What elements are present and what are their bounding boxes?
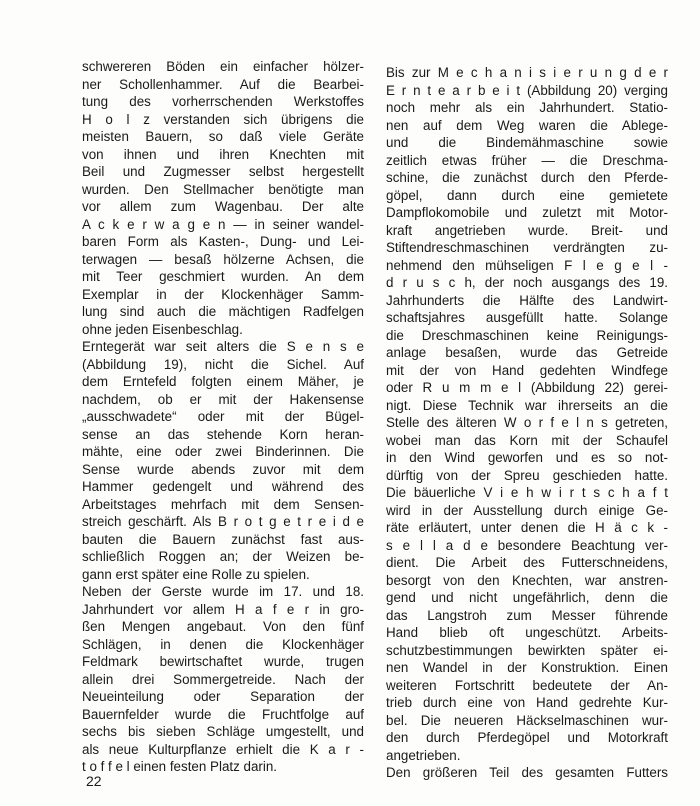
text-line: noch mehr als ein Jahrhundert. Statio-: [386, 100, 668, 115]
text-line: Arbeitstages mehrfach mit dem Sensen-: [82, 496, 364, 512]
text-line: nehmend den mühseligen F l e g e l -: [386, 257, 668, 273]
text-line: dem Erntefeld folgten einem Mäher, je: [82, 374, 364, 389]
text-line: mähte, eine oder zwei Binderinnen. Die: [82, 444, 364, 459]
text-line: (Abbildung 19), nicht die Sichel. Auf: [82, 356, 364, 372]
text-line: Schlägen, in denen die Klockenhäger: [82, 636, 364, 652]
text-line: weiteren Fortschritt bedeutete der An-: [386, 677, 668, 693]
text-line: mit der von Hand gedehten Windfege: [386, 362, 668, 378]
text-line: Beil und Zugmesser selbst hergestellt: [82, 164, 364, 179]
text-line: schließlich Roggen an; der Weizen be-: [82, 549, 364, 564]
text-line: göpel, dann durch eine gemietete: [386, 187, 668, 203]
text-line: mit Teer geschmiert wurden. An dem: [82, 269, 364, 284]
text-line: Jahrhunderts die Hälfte des Landwirt-: [386, 292, 668, 308]
text-line: als neue Kulturpflanze erhielt die K a r -: [82, 741, 364, 757]
text-line: bauten die Bauern zunächst fast aus-: [82, 531, 364, 547]
text-line: Jahrhundert vor allem H a f e r in gro-: [82, 601, 364, 617]
text-line: Stelle des älteren W o r f e l n s getreten,: [386, 415, 668, 430]
text-line: besorgt von den Knechten, war anstren-: [386, 572, 668, 588]
text-line: räte erläutert, unter denen die H ä c k -: [386, 520, 668, 535]
text-line: das Langstroh zum Messer führende: [386, 607, 668, 623]
text-line: dürftig von der Spreu geschieden hatte.: [386, 467, 668, 483]
text-line: Dampflokomobile und zuletzt mit Motor-: [386, 205, 668, 220]
text-line: schwereren Böden ein einfacher hölzer-: [82, 59, 364, 74]
text-line: nachdem, ob er mit der Hakensense: [82, 391, 364, 407]
text-line: Die bäuerliche V i e h w i r t s c h a f t: [386, 485, 668, 500]
text-line: allein drei Sommergetreide. Nach der: [82, 671, 364, 687]
text-line: ner Schollenhammer. Auf die Bearbei-: [82, 76, 364, 92]
text-line: Neben der Gerste wurde im 17. und 18.: [82, 584, 364, 599]
text-line: wird in der Ausstellung durch einige Ge-: [386, 502, 668, 518]
text-line: Feldmark bewirtschaftet wurde, trugen: [82, 654, 364, 669]
text-line: Hammer gedengelt und während des: [82, 479, 364, 494]
text-line: Bauernfelder wurde die Fruchtfolge auf: [82, 706, 364, 722]
text-line: s e l l a d e besondere Beachtung ver-: [386, 537, 668, 553]
text-line: Den größeren Teil des gesamten Futters: [386, 765, 668, 780]
text-line: Sense wurde abends zuvor mit dem: [82, 461, 364, 477]
text-line: die Dreschmaschinen keine Reinigungs-: [386, 327, 668, 343]
text-line: anlage besaßen, wurde das Getreide: [386, 345, 668, 360]
text-line: sense an das stehende Korn heran-: [82, 426, 364, 442]
text-line: vor allem zum Wagenbau. Der alte: [82, 199, 364, 214]
text-line: nen auf dem Weg waren die Ablege-: [386, 117, 668, 133]
text-line: in den Wind geworfen und es so not-: [386, 450, 668, 465]
text-line: Hand blieb oft ungeschützt. Arbeits-: [386, 625, 668, 640]
text-line: schine, die zunächst durch den Pferde-: [386, 170, 668, 185]
text-line: Neueinteilung oder Separation der: [82, 689, 364, 704]
text-line: bel. Die neueren Häckselmaschinen wur-: [386, 712, 668, 728]
text-line: den durch Pferdegöpel und Motorkraft: [386, 730, 668, 745]
text-line: dient. Die Arbeit des Futterschneidens,: [386, 555, 668, 570]
text-line: kraft angetrieben wurde. Breit- und: [386, 222, 668, 238]
text-line: „ausschwadete“ oder mit der Bügel-: [82, 409, 364, 424]
text-line: terwagen — besaß hölzerne Achsen, die: [82, 251, 364, 267]
text-column-right: [386, 64, 668, 782]
text-line: Bis zur M e c h a n i s i e r u n g d e r: [386, 65, 668, 80]
text-line: d r u s c h, der noch ausgangs des 19.: [386, 275, 668, 290]
text-line: sechs bis sieben Schläge umgestellt, und: [82, 724, 364, 739]
text-line: streich geschärft. Als B r o t g e t r e i d e: [82, 514, 364, 529]
text-line: schaftsjahres ausgefüllt hatte. Solange: [386, 310, 668, 325]
text-line: trieb durch eine von Hand gedrehte Kur-: [386, 695, 668, 710]
text-line: wurden. Den Stellmacher benötigte man: [82, 181, 364, 197]
text-line: tung des vorherrschenden Werkstoffes: [82, 94, 364, 109]
text-line: lung sind auch die mächtigen Radfelgen: [82, 304, 364, 319]
text-line: nigt. Diese Technik war ihrerseits an die: [386, 397, 668, 413]
text-line: nen Wandel in der Konstruktion. Einen: [386, 660, 668, 675]
text-line: E r n t e a r b e i t (Abbildung 20) verging: [386, 82, 668, 98]
text-line: Stiftendreschmaschinen verdrängten zu-: [386, 240, 668, 255]
text-line: baren Form als Kasten-, Dung- und Lei-: [82, 234, 364, 249]
text-line: A c k e r w a g e n — in seiner wandel-: [82, 216, 364, 232]
text-line: ohne jeden Eisenbeschlag.: [82, 321, 243, 337]
text-column-left: [82, 58, 364, 776]
text-line: oder R u m m e l (Abbildung 22) gerei-: [386, 380, 668, 395]
text-line: zeitlich etwas früher — die Dreschma-: [386, 152, 668, 168]
text-line: gend und nicht ungefährlich, denn die: [386, 590, 668, 605]
text-line: t o f f e l einen festen Platz darin.: [82, 759, 278, 774]
text-line: von ihnen und ihren Knechten mit: [82, 146, 364, 162]
text-line: und die Bindemähmaschine sowie: [386, 135, 668, 150]
text-line: gann erst später eine Rolle zu spielen.: [82, 566, 310, 582]
text-line: wobei man das Korn mit der Schaufel: [386, 432, 668, 448]
text-line: angetrieben.: [386, 747, 461, 763]
text-line: Erntegerät war seit alters die S e n s e: [82, 339, 364, 354]
text-line: H o l z verstanden sich übrigens die: [82, 111, 364, 127]
text-line: Exemplar in der Klockenhäger Samm-: [82, 286, 364, 302]
text-line: meisten Bauern, so daß viele Geräte: [82, 129, 364, 144]
text-line: ßen Mengen angebaut. Von den fünf: [82, 619, 364, 634]
page-number: 22: [86, 773, 102, 789]
text-line: schutzbestimmungen bewirkten später ei-: [386, 642, 668, 658]
